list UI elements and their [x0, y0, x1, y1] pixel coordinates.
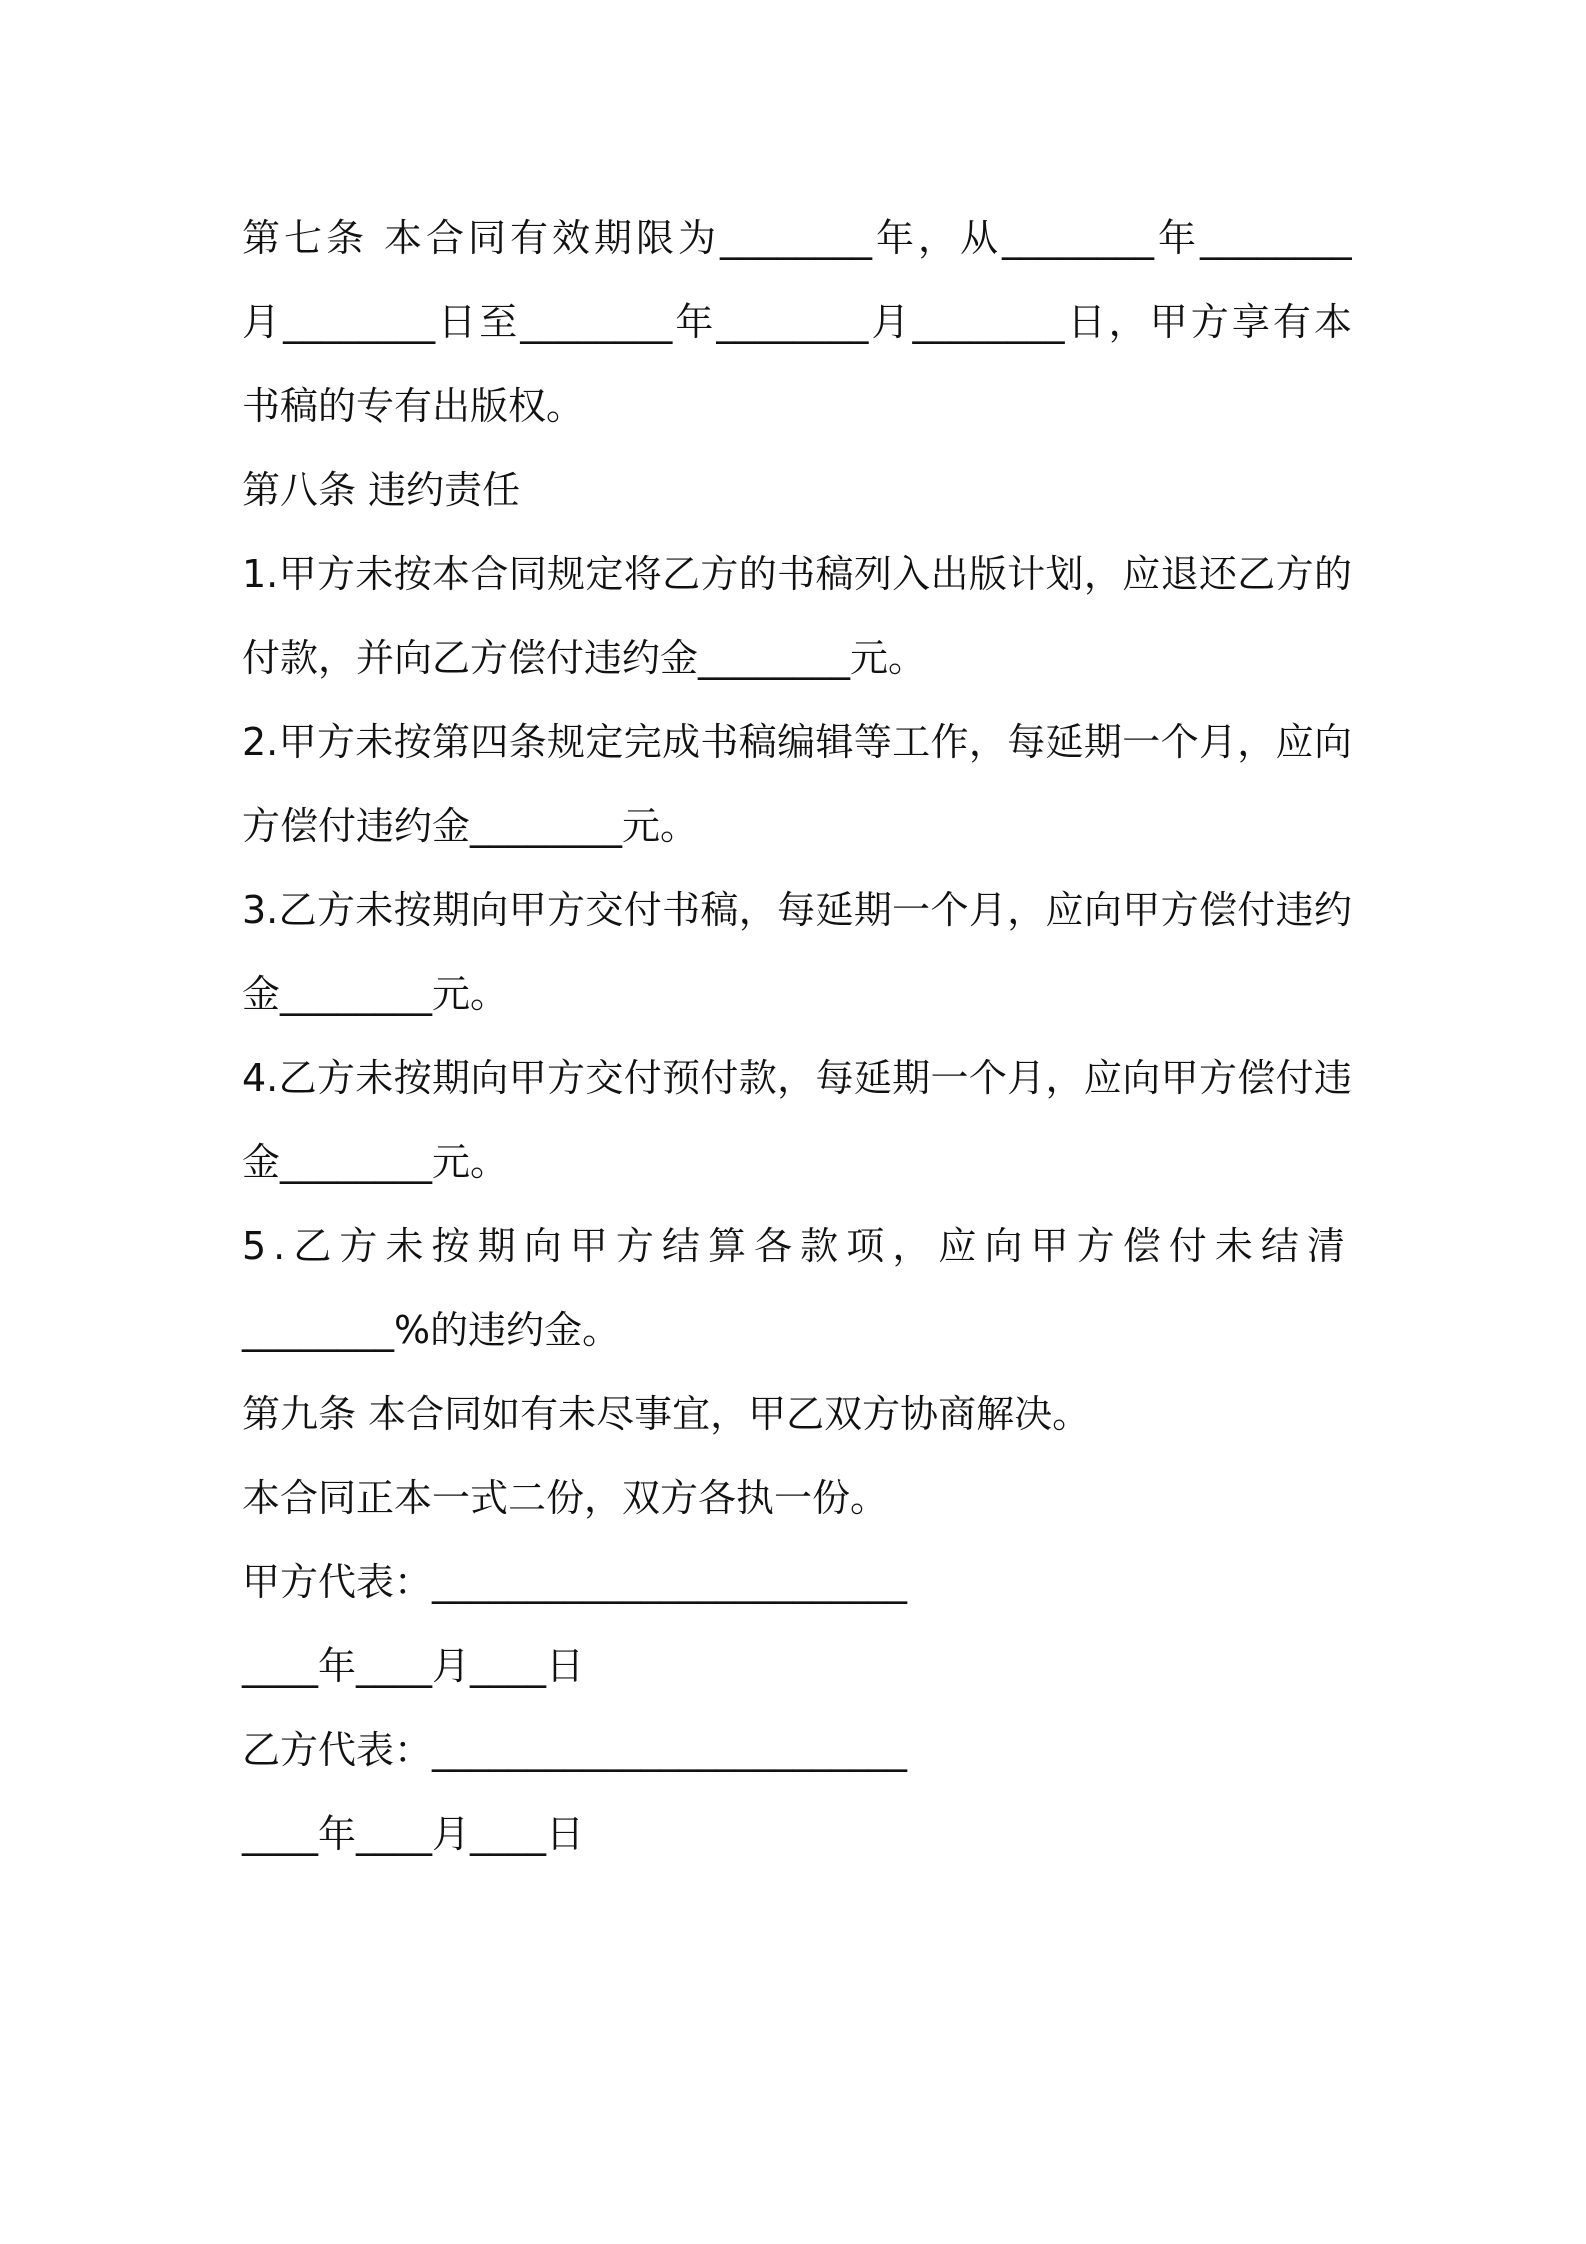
clause-4-line-2: 金________元。	[242, 1140, 509, 1184]
clause-5-line-1: 5.乙方未按期向甲方结算各款项，应向甲方偿付未结清	[242, 1224, 1352, 1268]
contract-page	[242, 196, 1352, 1876]
clause-3-line-1: 3.乙方未按期向甲方交付书稿，每延期一个月，应向甲方偿付违约	[242, 888, 1352, 932]
article-9-text: 第九条 本合同如有未尽事宜，甲乙双方协商解决。	[242, 1392, 1091, 1436]
clause-2-line-2: 方偿付违约金________元。	[242, 804, 699, 848]
clause-2-line-1: 2.甲方未按第四条规定完成书稿编辑等工作，每延期一个月，应向	[242, 720, 1352, 764]
party-b-date: ____年____月____日	[242, 1812, 585, 1856]
clause-4-line-1: 4.乙方未按期向甲方交付预付款，每延期一个月，应向甲方偿付违	[242, 1056, 1352, 1100]
clause-5-line-2: ________%的违约金。	[242, 1308, 621, 1352]
clause-1-line-1: 1.甲方未按本合同规定将乙方的书稿列入出版计划，应退还乙方的	[242, 552, 1352, 596]
party-a-date: ____年____月____日	[242, 1644, 585, 1688]
party-b-representative: 乙方代表：_________________________	[242, 1728, 908, 1772]
article-7-line-2: 月________日至________年________月________日，甲方享有本	[242, 300, 1352, 344]
clause-3-line-2: 金________元。	[242, 972, 509, 1016]
article-8-heading: 第八条 违约责任	[242, 468, 521, 512]
article-7-line-3: 书稿的专有出版权。	[242, 384, 585, 428]
party-a-representative: 甲方代表：_________________________	[242, 1560, 908, 1604]
copies-text: 本合同正本一式二份，双方各执一份。	[242, 1476, 889, 1520]
article-7-line-1: 第七条 本合同有效期限为________年，从________年________	[242, 216, 1352, 260]
clause-1-line-2: 付款，并向乙方偿付违约金________元。	[242, 636, 927, 680]
